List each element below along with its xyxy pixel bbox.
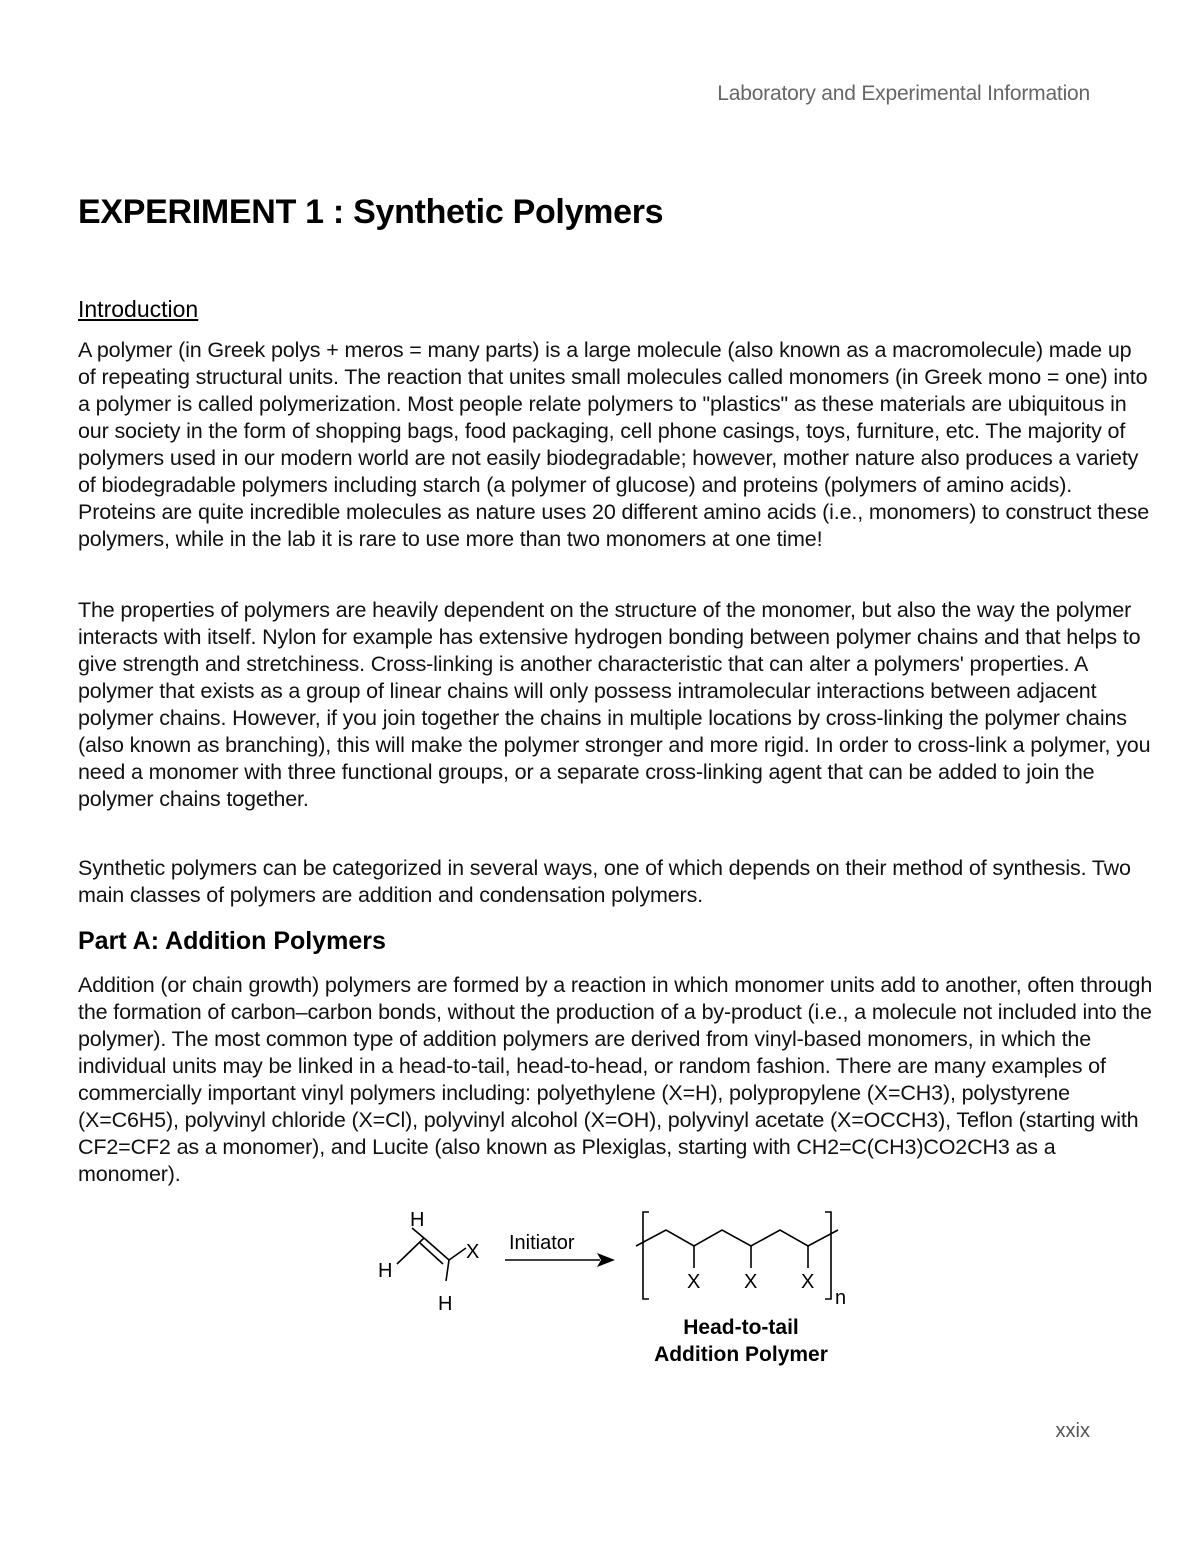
polymer-x-label-1: X bbox=[687, 1271, 701, 1293]
part-a-paragraph: Addition (or chain growth) polymers are formed by a reaction in which monomer units add to another, often through the formation of carbon–carbon bonds, without the production of a by-product (i.e., a molecule not included into the polymer). The most common type of addition polymers are derived from vinyl-based monomers, in which the individual units may be linked in a head-to-tail, head-to-head, or random fashion. There are many examples of commercially important vinyl polymers including: polyethylene (X=H), polypropylene (X=CH3), polystyrene (X=C6H5), polyvinyl chloride (X=Cl), polyvinyl alcohol (X=OH), polyvinyl acetate (X=OCCH3), Teflon (starting with CF2=CF2 as a monomer), and Lucite (also known as Plexiglas, starting with CH2=C(CH3)CO2CH3 as a monomer). bbox=[78, 973, 1153, 1186]
page-number: xxix bbox=[1055, 1420, 1090, 1442]
diagram-caption-line-1: Head-to-tail bbox=[683, 1316, 799, 1339]
repeat-subscript: n bbox=[835, 1287, 847, 1309]
diagram-caption-line-2: Addition Polymer bbox=[654, 1343, 828, 1366]
vinyl-monomer-structure bbox=[378, 1209, 479, 1315]
intro-paragraph-3: Synthetic polymers can be categorized in several ways, one of which depends on their method of synthesis. Two main classes of polymers are addition and condensation polymers. bbox=[78, 856, 1131, 907]
intro-paragraph-1: A polymer (in Greek polys + meros = many parts) is a large molecule (also known as a macromolecule) made up of repeating structural units. The reaction that unites small molecules called monomers (in Greek mono = one) into a polymer is called polymerization. Most people relate polymers to "plastics" as these materials are ubiquitous in our society in the form of shopping bags, food packaging, cell phone casings, toys, furniture, etc. The majority of polymers used in our modern world are not easily biodegradable; however, mother nature also produces a variety of biodegradable polymers including starch (a polymer of glucose) and proteins (polymers of amino acids). Proteins are quite incredible molecules as nature uses 20 different amino acids (i.e., monomers) to construct these polymers, while in the lab it is rare to use more than two monomers at one time! bbox=[78, 338, 1150, 551]
introduction-heading: Introduction bbox=[78, 296, 199, 322]
reaction-arrow bbox=[505, 1232, 615, 1267]
right-bracket bbox=[825, 1212, 831, 1299]
polymer-structure bbox=[636, 1212, 846, 1309]
part-a-heading: Part A: Addition Polymers bbox=[78, 927, 386, 955]
initiator-label: Initiator bbox=[509, 1232, 575, 1254]
running-header: Laboratory and Experimental Information bbox=[717, 82, 1090, 105]
monomer-h-left-label: H bbox=[378, 1260, 393, 1282]
left-bracket bbox=[643, 1212, 649, 1299]
monomer-x-label: X bbox=[466, 1241, 480, 1263]
monomer-h-top-label: H bbox=[410, 1209, 425, 1231]
intro-paragraph-2: The properties of polymers are heavily dependent on the structure of the monomer, but also the way the polymer interacts with itself. Nylon for example has extensive hydrogen bonding between polymer chains and that helps to give strength and stretchiness. Cross-linking is another characteristic that can alter a polymers' properties. A polymer that exists as a group of linear chains will only possess intramolecular interactions between adjacent polymer chains. However, if you join together the chains in multiple locations by cross-linking the polymer chains (also known as branching), this will make the polymer stronger and more rigid. In order to cross-link a polymer, you need a monomer with three functional groups, or a separate cross-linking agent that can be added to join the polymer chains together. bbox=[78, 598, 1151, 811]
page-title: EXPERIMENT 1 : Synthetic Polymers bbox=[78, 193, 664, 231]
polymer-x-label-2: X bbox=[744, 1271, 758, 1293]
polymer-backbone bbox=[636, 1230, 838, 1246]
polymer-x-label-3: X bbox=[801, 1271, 815, 1293]
polymerization-diagram bbox=[360, 1198, 880, 1378]
monomer-h-bottom-label: H bbox=[438, 1293, 453, 1315]
